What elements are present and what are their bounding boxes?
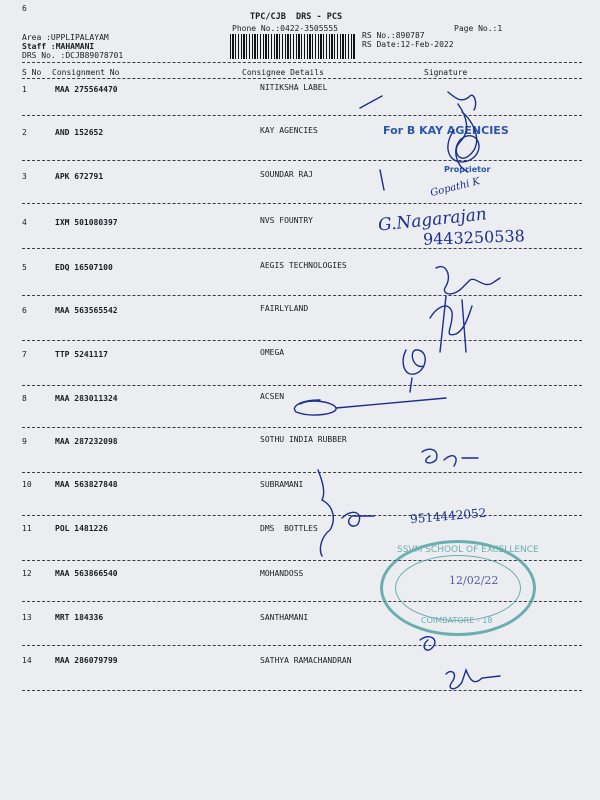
row-consignee: NITIKSHA LABEL bbox=[260, 83, 328, 92]
header-divider bbox=[22, 62, 582, 63]
row-divider bbox=[22, 515, 582, 516]
school-seal-city: COIMBATORE - 18 bbox=[421, 616, 493, 625]
school-seal-text: SSVM SCHOOL OF EXCELLENCE bbox=[397, 545, 539, 555]
row-consignment: MRT 184336 bbox=[55, 613, 104, 622]
row-consignee: KAY AGENCIES bbox=[260, 126, 318, 135]
sheet-title: TPC/CJB DRS - PCS bbox=[250, 12, 343, 22]
row-sno: 6 bbox=[22, 306, 27, 315]
row-consignment: MAA 287232098 bbox=[55, 437, 118, 446]
signature-row3-slash bbox=[380, 170, 384, 190]
row-sno: 2 bbox=[22, 128, 27, 137]
phone-number: Phone No.:0422-3505555 bbox=[232, 24, 338, 33]
row-divider bbox=[22, 472, 582, 473]
row-sno: 12 bbox=[22, 569, 32, 578]
row-sno: 9 bbox=[22, 437, 27, 446]
row-consignment: MAA 283011324 bbox=[55, 394, 118, 403]
row-divider bbox=[22, 295, 582, 296]
row-consignment: EDQ 16507100 bbox=[55, 263, 113, 272]
row-sno: 10 bbox=[22, 480, 32, 489]
row-sno: 8 bbox=[22, 394, 27, 403]
proprietor-stamp: Proprietor bbox=[444, 165, 491, 174]
row-sno: 11 bbox=[22, 524, 32, 533]
column-sno: S No bbox=[22, 68, 42, 77]
column-consignment: Consignment No bbox=[52, 68, 120, 77]
row-divider bbox=[22, 115, 582, 116]
row-consignment: MAA 286079799 bbox=[55, 656, 118, 665]
row-divider bbox=[22, 160, 582, 161]
row-divider bbox=[22, 340, 582, 341]
row-consignment: MAA 563866540 bbox=[55, 569, 118, 578]
row-consignee: DMS BOTTLES bbox=[260, 524, 318, 533]
row-sno: 1 bbox=[22, 85, 27, 94]
school-seal-inner-ring bbox=[395, 555, 521, 621]
row-consignee: ACSEN bbox=[260, 392, 285, 401]
row-consignment: TTP 5241117 bbox=[55, 350, 108, 359]
row-consignee: SATHYA RAMACHANDRAN bbox=[260, 656, 352, 665]
drs-number: DRS No. :DCJB89078701 bbox=[22, 51, 124, 60]
handwritten-name: G.Nagarajan bbox=[377, 204, 488, 236]
column-signature: Signature bbox=[424, 68, 468, 77]
row-divider bbox=[22, 645, 582, 646]
staff-label: Staff :MAHAMANI bbox=[22, 42, 95, 51]
signature-row14 bbox=[446, 670, 500, 689]
corner-mark: 6 bbox=[22, 4, 27, 13]
row-consignee: SOTHU INDIA RUBBER bbox=[260, 435, 347, 444]
row-consignment: MAA 563827848 bbox=[55, 480, 118, 489]
handwritten-phone: 9443250538 bbox=[422, 226, 526, 249]
row-divider bbox=[22, 427, 582, 428]
row-sno: 14 bbox=[22, 656, 32, 665]
column-divider bbox=[22, 78, 582, 79]
signature-row8 bbox=[294, 398, 446, 415]
row-consignment: IXM 501080397 bbox=[55, 218, 118, 227]
row-consignment: APK 672791 bbox=[55, 172, 104, 181]
signature-row13 bbox=[420, 637, 435, 650]
row-consignee: SOUNDAR RAJ bbox=[260, 170, 313, 179]
row-divider bbox=[22, 248, 582, 249]
row-consignee: AEGIS TECHNOLOGIES bbox=[260, 261, 347, 270]
rs-number: RS No.:890787 bbox=[362, 31, 425, 40]
area-label: Area :UPPLIPALAYAM bbox=[22, 33, 109, 42]
signature-row6 bbox=[430, 296, 472, 352]
signature-row10-bracket bbox=[318, 470, 333, 556]
signature-row9 bbox=[422, 449, 478, 466]
rs-date: RS Date:12-Feb-2022 bbox=[362, 40, 454, 49]
row-divider bbox=[22, 690, 582, 691]
row-consignee: FAIRLYLAND bbox=[260, 304, 309, 313]
row-divider bbox=[22, 203, 582, 204]
row-consignee: SANTHAMANI bbox=[260, 613, 309, 622]
seal-date: 12/02/22 bbox=[449, 574, 499, 587]
barcode bbox=[230, 34, 355, 59]
row-sno: 3 bbox=[22, 172, 27, 181]
row-consignment: AND 152652 bbox=[55, 128, 104, 137]
row-sno: 5 bbox=[22, 263, 27, 272]
row-consignee: NVS FOUNTRY bbox=[260, 216, 313, 225]
kay-agencies-stamp: For B KAY AGENCIES bbox=[383, 124, 509, 137]
handwritten-row3-name: Gopathi K bbox=[429, 176, 482, 199]
row-consignee: MOHANDOSS bbox=[260, 569, 304, 578]
row-consignment: MAA 563565542 bbox=[55, 306, 118, 315]
column-consignee: Consignee Details bbox=[242, 68, 324, 77]
row-sno: 7 bbox=[22, 350, 27, 359]
row-consignment: POL 1481226 bbox=[55, 524, 108, 533]
row-divider bbox=[22, 385, 582, 386]
row-consignee: OMEGA bbox=[260, 348, 285, 357]
handwritten-phone-row10: 9514442052 bbox=[409, 505, 487, 527]
signature-row5 bbox=[436, 267, 500, 294]
row-sno: 4 bbox=[22, 218, 27, 227]
row-sno: 13 bbox=[22, 613, 32, 622]
row-consignee: SUBRAMANI bbox=[260, 480, 304, 489]
page-number: Page No.:1 bbox=[454, 24, 503, 33]
school-seal bbox=[380, 540, 539, 636]
row-consignment: MAA 275564470 bbox=[55, 85, 118, 94]
